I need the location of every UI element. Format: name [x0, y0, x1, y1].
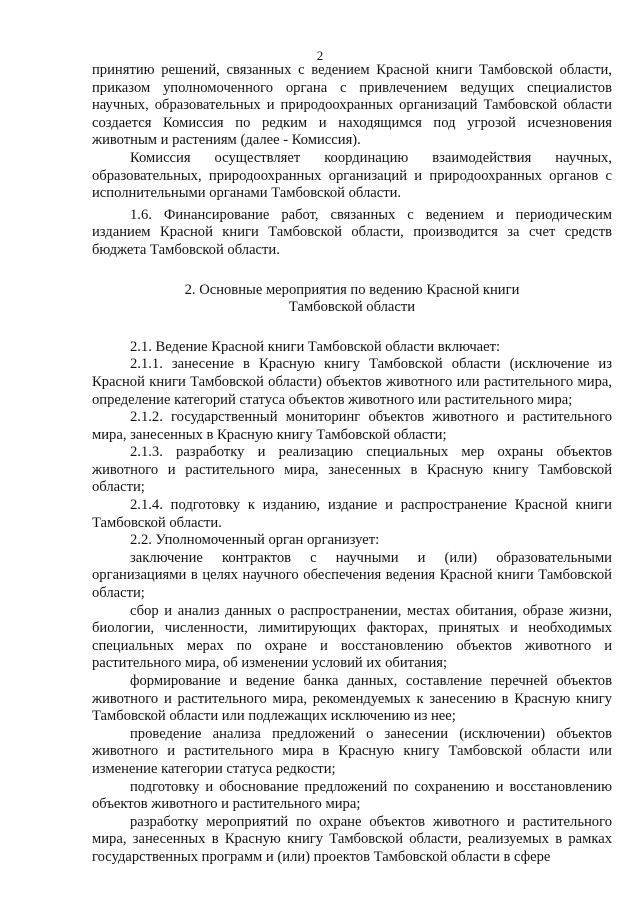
list-item-proposals: подготовку и обоснование предложений по сохранению и восстановлению объектов животного и растительного мира;	[92, 778, 612, 813]
section-heading-line1: 2. Основные мероприятия по ведению Красной книги	[184, 281, 520, 298]
paragraph-continuation: принятию решений, связанных с ведением Красной книги Тамбовской области, приказом уполномоченного органа с привлечением ведущих специалистов научных, образовательных и природоохранных организаций Тамбовской области создается Комиссия по редким и находящимся под угрозой исчезновения животным и растениям (далее - Комиссия).	[92, 62, 612, 149]
page-number: 2	[316, 48, 324, 63]
list-item-data-collection: сбор и анализ данных о распространении, местах обитания, образе жизни, биологии, численности, лимитирующих факторах, принятых и необходимых специальных мерах по охране и восстановлению объектов животного и растительного мира, об изменении условий их обитания;	[92, 602, 612, 672]
paragraph-1-6: 1.6. Финансирование работ, связанных с ведением и периодическим изданием Красной книги Тамбовской области, производится за счет средств бюджета Тамбовской области.	[92, 206, 612, 258]
paragraph-2-1: 2.1. Ведение Красной книги Тамбовской области включает:	[130, 338, 501, 355]
section-heading-line2: Тамбовской области	[288, 299, 416, 316]
paragraph-2-1-4: 2.1.4. подготовку к изданию, издание и распространение Красной книги Тамбовской области.	[92, 497, 612, 531]
list-item-data-bank: формирование и ведение банка данных, составление перечней объектов животного и растительного мира, рекомендуемых к занесению в Красную книгу Тамбовской области или подлежащих исключению из нее;	[92, 673, 612, 725]
list-item-measures: разработку мероприятий по охране объектов животного и растительного мира, занесенных в Красную книгу Тамбовской области, реализуемых в рамках государственных программ и (или) проектов Тамбовской области в сфере	[92, 813, 612, 865]
list-item-analysis: проведение анализа предложений о занесении (исключении) объектов животного и растительного мира в Красную книгу Тамбовской области или изменение категории статуса редкости;	[92, 725, 612, 777]
paragraph-2-1-2: 2.1.2. государственный мониторинг объектов животного и растительного мира, занесенных в Красную книгу Тамбовской области;	[92, 409, 612, 443]
document-body	[92, 62, 612, 867]
paragraph-2-1-3: 2.1.3. разработку и реализацию специальных мер охраны объектов животного и растительного мира, занесенных в Красную книгу Тамбовской области;	[92, 444, 612, 496]
paragraph-2-2: 2.2. Уполномоченный орган организует:	[130, 532, 380, 549]
list-item-contracts: заключение контрактов с научными и (или) образовательными организациями в целях научного обеспечения ведения Красной книги Тамбовской области;	[92, 549, 612, 602]
paragraph-commission: Комиссия осуществляет координацию взаимодействия научных, образовательных, природоохранных организаций и природоохранных органов с исполнительными органами Тамбовской области.	[92, 149, 612, 202]
paragraph-2-1-1: 2.1.1. занесение в Красную книгу Тамбовской области (исключение из Красной книги Тамбовской области) объектов животного или растительного мира, определение категорий статуса объектов животного или растительного мира;	[92, 356, 612, 408]
